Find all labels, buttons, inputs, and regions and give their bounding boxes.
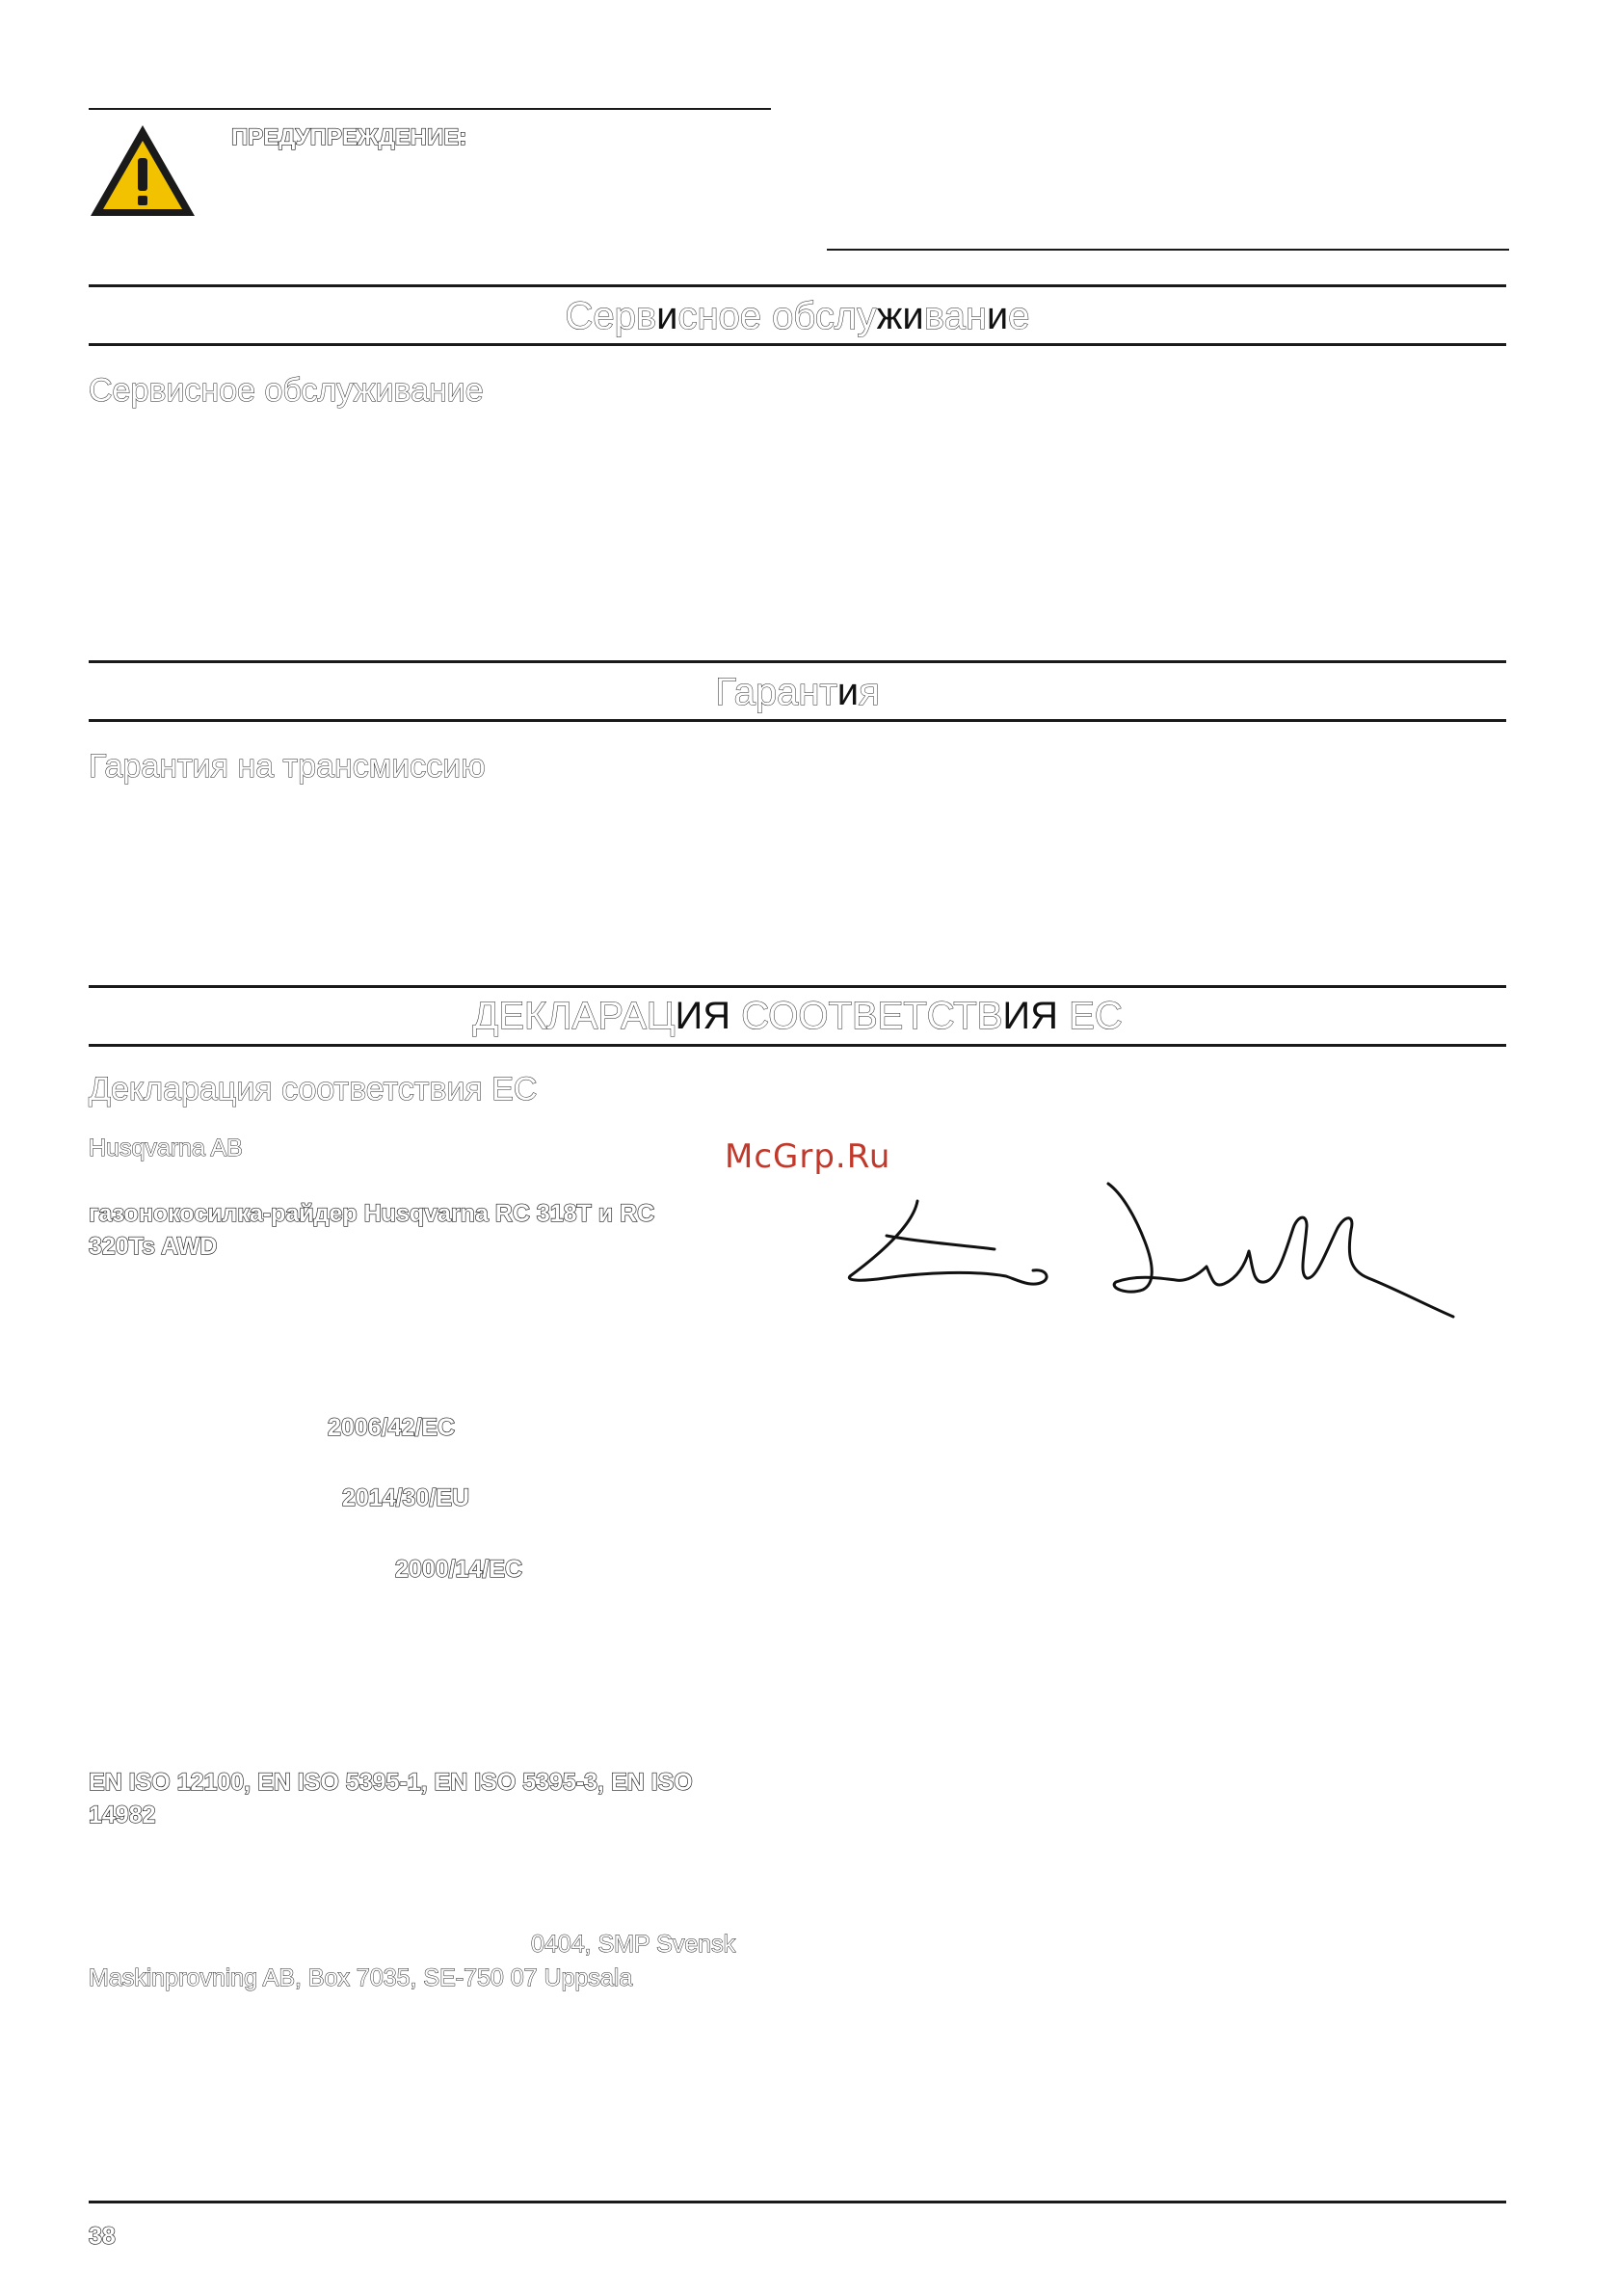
directive-3: 2000/14/EC <box>395 1556 523 1583</box>
declaration-title-bottom-rule <box>89 1044 1506 1047</box>
title-part: ДЕКЛАРАЦ <box>472 995 676 1037</box>
title-part: и <box>656 295 678 337</box>
declaration-subtitle: Декларация соответствия ЕС <box>89 1071 538 1108</box>
footer-rule <box>89 2201 1506 2203</box>
directive-1: 2006/42/EC <box>328 1414 456 1441</box>
title-part: я <box>859 671 880 713</box>
product-line-2: 320Ts AWD <box>89 1233 218 1260</box>
title-part: жи <box>876 295 924 337</box>
warning-bottom-rule <box>827 249 1509 251</box>
service-subtitle: Сервисное обслуживание <box>89 372 484 409</box>
watermark: McGrp.Ru <box>725 1137 891 1176</box>
warranty-title-bottom-rule <box>89 719 1506 722</box>
title-part: Серв <box>565 295 657 337</box>
title-part: и <box>836 671 860 713</box>
notified-body-line-2: Maskinprovning AB, Box 7035, SE-750 07 Uppsala <box>89 1964 633 1991</box>
declaration-section-title <box>89 994 1506 1038</box>
title-part: сное обслу <box>677 295 877 337</box>
title-part: ИЯ <box>1002 995 1059 1037</box>
company-name: Husqvarna AB <box>89 1135 243 1161</box>
directive-2: 2014/30/EU <box>342 1484 470 1511</box>
title-part: е <box>1008 295 1030 337</box>
standards-line-2: 14982 <box>89 1802 156 1829</box>
warning-label: ПРЕДУПРЕЖДЕНИЕ: <box>231 124 467 150</box>
title-part: ван <box>923 295 987 337</box>
title-part: ИЯ <box>675 995 731 1037</box>
title-part: СООТВЕТСТВ <box>730 995 1003 1037</box>
warranty-section-title <box>89 670 1506 714</box>
service-section-title <box>89 294 1506 338</box>
notified-body-line-1: 0404, SMP Svensk <box>531 1931 736 1958</box>
product-line-1: газонокосилка-райдер Husqvarna RC 318T и RC <box>89 1200 655 1227</box>
service-title-bottom-rule <box>89 343 1506 346</box>
declaration-title-top-rule <box>89 985 1506 988</box>
service-title-top-rule <box>89 284 1506 287</box>
warranty-title-top-rule <box>89 660 1506 663</box>
warning-triangle-icon <box>87 121 199 220</box>
title-part: ЕС <box>1058 995 1123 1037</box>
warning-top-rule <box>89 108 771 110</box>
signature-image <box>829 1174 1465 1321</box>
warranty-subtitle: Гарантия на трансмиссию <box>89 748 486 785</box>
title-part: и <box>986 295 1009 337</box>
page-number: 38 <box>89 2223 116 2250</box>
title-part: Гарант <box>715 671 837 713</box>
standards-line-1: EN ISO 12100, EN ISO 5395-1, EN ISO 5395-3, EN ISO <box>89 1769 693 1796</box>
